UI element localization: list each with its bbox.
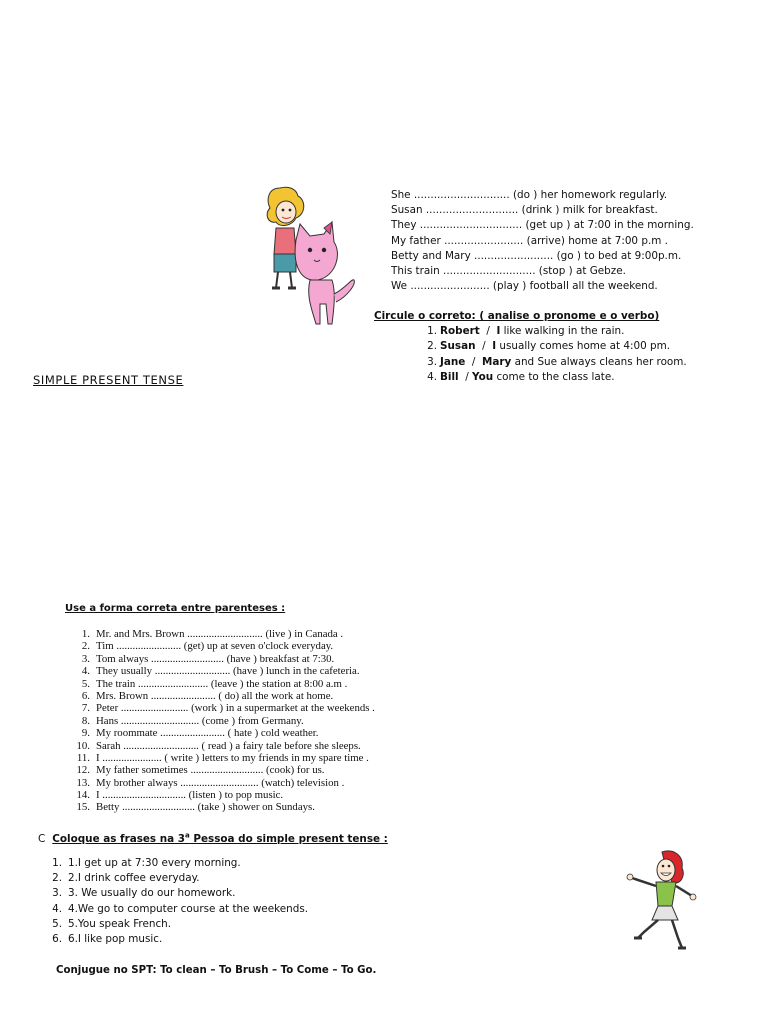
list-item: 9. My roommate ........................ ( hate ) cold weather. xyxy=(81,727,319,740)
list-item: 1. 1.I get up at 7:30 every morning. xyxy=(52,857,241,869)
list-item: 6. Mrs. Brown ........................ ( do) all the work at home. xyxy=(81,689,334,702)
exercise-fill-in-list xyxy=(391,188,694,294)
section-heading: C Coloque as frases na 3$^a$ Pessoa do simple present tense : xyxy=(38,832,388,846)
list-item: 2. Tim ........................ (get) up at seven o'clock everyday. xyxy=(81,640,334,653)
exercise-sentence: Betty and Mary ........................ (go ) to bed at 9:00p.m. xyxy=(391,249,682,262)
exercise-list xyxy=(44,856,308,947)
list-item: 15. Betty ........................... (take ) shower on Sundays. xyxy=(76,801,315,814)
circle-list xyxy=(415,324,687,386)
exercise-sentence: We ........................ (play ) football all the weekend. xyxy=(391,280,658,293)
list-item: 5. 5.You speak French. xyxy=(52,917,172,930)
exercise-sentence: My father ........................ (arrive) home at 7:00 p.m . xyxy=(391,234,668,247)
list-item: 13. My brother always ............................. (watch) television . xyxy=(76,776,345,789)
list-item: 1. Mr. and Mrs. Brown ............................ (live ) in Canada . xyxy=(81,628,344,640)
list-item: 4. 4.We go to computer course at the weekends. xyxy=(52,902,309,915)
section-heading: Use a forma correta entre parenteses : xyxy=(65,603,286,614)
list-item: 4. Bill / You come to the class late. xyxy=(427,371,615,384)
list-item: 2. Susan / I usually comes home at 4:00 pm. xyxy=(427,340,671,353)
list-item: 3. Jane / Mary and Sue always cleans her room. xyxy=(427,355,687,368)
page-title: SIMPLE PRESENT TENSE xyxy=(33,373,184,387)
list-item: 3. 3. We usually do our homework. xyxy=(52,887,236,900)
exercise-list xyxy=(72,628,375,814)
jumping-woman-illustration xyxy=(622,848,698,952)
list-item: 1. Robert / I like walking in the rain. xyxy=(427,325,625,337)
list-item: 10. Sarah ............................ ( read ) a fairy tale before she sleeps. xyxy=(76,739,361,752)
list-item: 6. 6.I like pop music. xyxy=(52,932,163,945)
exercise-sentence: She ............................. (do ) her homework regularly. xyxy=(391,189,668,201)
exercise-sentence: Susan ............................ (drink ) milk for breakfast. xyxy=(391,204,658,217)
list-item: 5. The train .......................... (leave ) the station at 8:00 a.m . xyxy=(81,677,348,690)
list-item: 12. My father sometimes ........................... (cook) for us. xyxy=(76,764,325,777)
list-item: 3. Tom always ........................... (have ) breakfast at 7:30. xyxy=(81,652,335,665)
list-item: 14. I ............................... (listen ) to pop music. xyxy=(76,789,284,802)
list-item: 2. 2.I drink coffee everyday. xyxy=(52,872,200,885)
exercise-sentence: This train ............................ (stop ) at Gebze. xyxy=(391,264,626,277)
list-item: 11. I ...................... ( write ) letters to my friends in my spare time . xyxy=(76,751,369,764)
list-item: 4. They usually ............................ (have ) lunch in the cafeteria. xyxy=(81,665,360,678)
conjugate-instruction: Conjugue no SPT: To clean – To Brush – To Come – To Go. xyxy=(56,965,377,976)
girl-with-cat-illustration xyxy=(262,184,362,339)
exercise-sentence: They ............................... (get up ) at 7:00 in the morning. xyxy=(391,219,694,232)
list-item: 8. Hans ............................. (come ) from Germany. xyxy=(81,714,304,727)
circle-heading: Circule o correto: ( analise o pronome e o verbo) xyxy=(374,310,660,322)
list-item: 7. Peter ......................... (work ) in a supermarket at the weekends . xyxy=(81,702,375,715)
